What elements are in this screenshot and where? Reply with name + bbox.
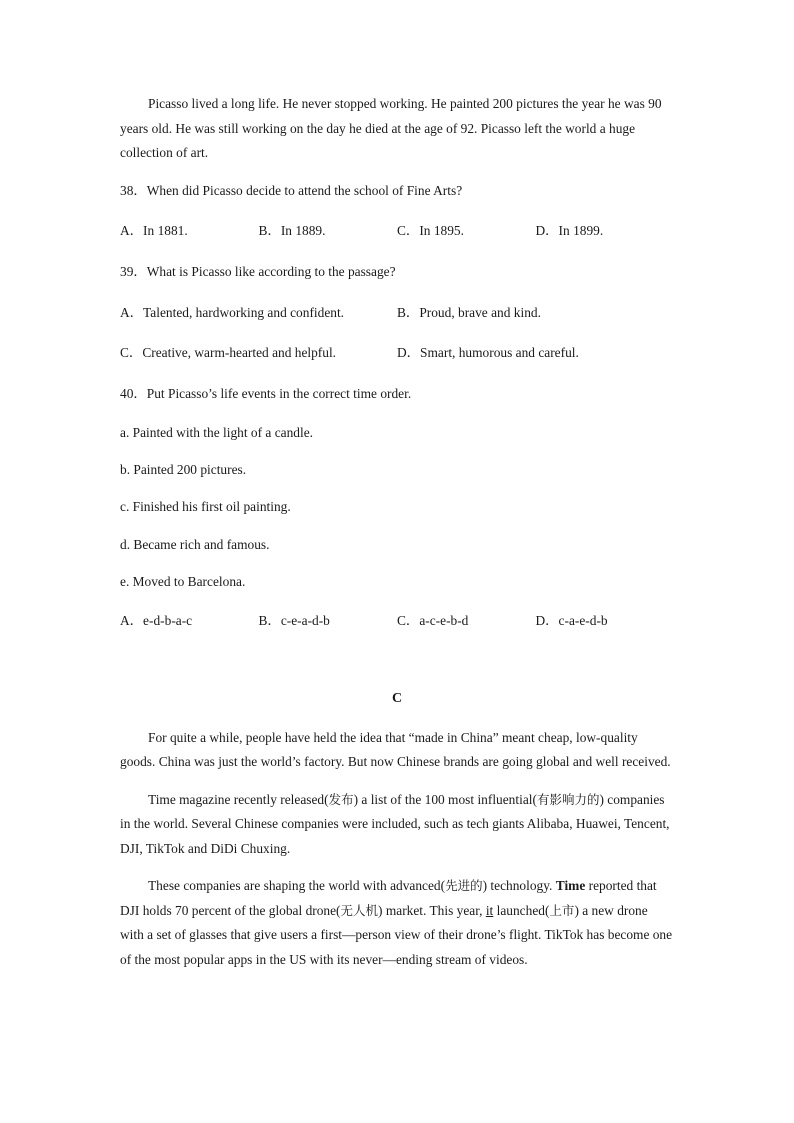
p3-text-5: launched( [493,902,550,918]
q40-option-c: C．a-c-e-b-d [397,612,469,628]
q39-option-a: A．Talented, hardworking and confident. [120,304,345,320]
p3-text-4: ) market. This year, [378,902,486,918]
q39-option-d: D．Smart, humorous and careful. [397,344,579,360]
q40-option-a: A．e-d-b-a-c [120,612,193,628]
q38-option-c: C．In 1895. [397,222,464,238]
p3-text-1: These companies are shaping the world with advanced( [148,878,446,893]
q39-option-b: B．Proud, brave and kind. [397,304,541,320]
q40-event-c: c. Finished his first oil painting. [120,498,291,514]
q40-event-a: a. Painted with the light of a candle. [120,424,313,440]
passage-b-ending: Picasso lived a long life. He never stopped working. He painted 200 pictures the year he was 90 years old. He was still working on the day he died at the age of 92. Picasso left the world a huge collection of art. [120,96,662,160]
question-40-stem: 40．Put Picasso’s life events in the correct time order. [120,385,412,401]
p2-text-3: ) companies in the world. Several Chinese companies were included, such as tech giants Alibaba, Huawei, Tencent, DJI, TikTok and DiDi Chuxing. [120,791,670,856]
question-40-options [120,610,674,632]
question-38-options [120,220,674,242]
q39-option-c: C．Creative, warm-hearted and helpful. [120,344,337,360]
question-39-options-row1 [120,302,674,324]
document-page [120,92,674,972]
p2-gloss-1: 发布 [328,791,354,807]
p3-bold-time: Time [555,878,586,893]
p2-text-1: Time magazine recently released( [148,791,329,807]
section-c-paragraph-1: For quite a while, people have held the idea that “made in China” meant cheap, low-quality goods. China was just the world’s factory. But now Chinese brands are going global and well received. [120,729,671,769]
section-c-paragraph-3 [120,874,674,972]
q40-event-e: e. Moved to Barcelona. [120,573,246,589]
q38-option-b: B．In 1889. [258,222,326,238]
section-c-paragraph-2 [120,788,674,862]
section-c-title: C [391,690,403,706]
q40-event-d: d. Became rich and famous. [120,536,270,552]
p3-gloss-1: 先进的 [445,878,483,893]
question-39-stem: 39．What is Picasso like according to the passage? [120,263,396,279]
q40-option-d: D．c-a-e-d-b [535,612,608,628]
p2-text-2: ) a list of the 100 most influential( [353,791,537,807]
p3-text-2: ) technology. [482,878,556,893]
p3-text-3: reported that DJI holds 70 percent of the global drone( [120,878,657,918]
p3-gloss-3: 上市 [549,902,575,918]
p3-text-6: ) a new drone with a set of glasses that give users a first—person view of their drone’s flight. TikTok has become one of the most popular apps in the US with its never—ending stream of videos. [120,902,673,967]
p3-gloss-2: 无人机 [340,902,379,918]
question-39-options-row2 [120,342,674,364]
q40-event-b: b. Painted 200 pictures. [120,461,247,477]
q40-option-b: B．c-e-a-d-b [258,612,330,628]
question-38-stem: 38．When did Picasso decide to attend the school of Fine Arts? [120,182,463,198]
p3-underlined-it: it [485,902,494,918]
q38-option-a: A．In 1881. [120,222,188,238]
q38-option-d: D．In 1899. [535,222,604,238]
p2-gloss-2: 有影响力的 [536,791,600,807]
